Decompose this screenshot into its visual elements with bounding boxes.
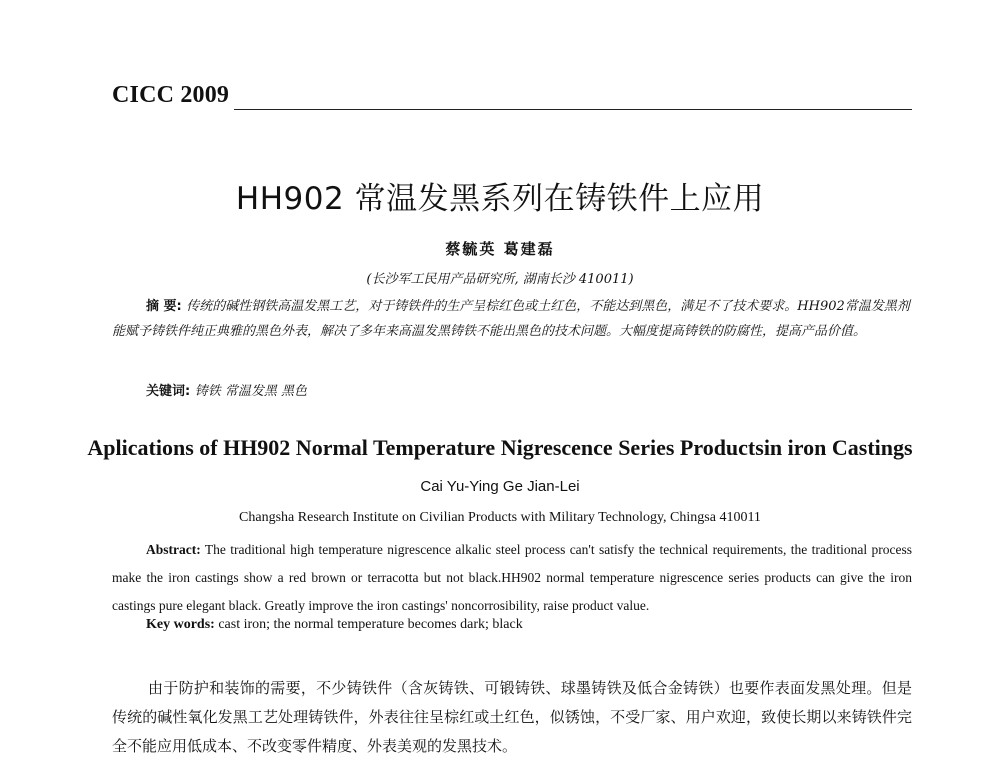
journal-label: CICC 2009 xyxy=(112,82,230,108)
header-rule xyxy=(234,109,912,110)
abstract-en-text: The traditional high temperature nigrescence alkalic steel process can't satisfy the technical requirements, the traditional process make the iron castings show a red brown or terracotta but not black.HH902 normal temperature nigrescence series products can give the iron castings pure elegant black. Greatly improve the iron castings' noncorrosibility, raise product value. xyxy=(112,542,912,613)
abstract-en-label: Abstract: xyxy=(146,542,201,557)
running-header xyxy=(112,82,912,114)
keywords-en xyxy=(146,617,523,633)
paper-title-en: Aplications of HH902 Normal Temperature Nigrescence Series Productsin iron Castings xyxy=(87,435,913,460)
keywords-en-label: Key words: xyxy=(146,617,215,632)
affiliation-cn: (长沙军工民用产品研究所, 湖南长沙 410011) xyxy=(366,272,634,287)
affiliation-en: Changsha Research Institute on Civilian Products with Military Technology, Chingsa 410011 xyxy=(239,510,761,525)
keywords-cn-text: 铸铁 常温发黑 黑色 xyxy=(194,384,307,399)
abstract-cn-label: 摘 要: xyxy=(146,299,187,314)
authors-en: Cai Yu-Ying Ge Jian-Lei xyxy=(420,478,580,495)
authors-cn: 蔡毓英 葛建磊 xyxy=(445,240,555,258)
paper-title-cn: HH902 常温发黑系列在铸铁件上应用 xyxy=(235,181,765,217)
body-paragraph: 由于防护和装饰的需要，不少铸铁件（含灰铸铁、可锻铸铁、球墨铸铁及低合金铸铁）也要作表面发黑处理。但是传统的碱性氧化发黑工艺处理铸铁件，外表往往呈棕红或土红色，似锈蚀，不受厂家、用户欢迎，致使长期以来铸铁件完全不能应用低成本、不改变零件精度、外表美观的发黑技术。 xyxy=(112,679,912,755)
abstract-cn xyxy=(112,294,912,344)
abstract-cn-text: 传统的碱性钢铁高温发黑工艺，对于铸铁件的生产呈棕红色或土红色，不能达到黑色，满足不了技术要求。HH902常温发黑剂能赋予铸铁件纯正典雅的黑色外表，解决了多年来高温发黑铸铁不能出黑色的技术问题。大幅度提高铸铁的防腐性，提高产品价值。 xyxy=(112,299,910,339)
keywords-cn-label: 关键词: xyxy=(146,384,195,399)
keywords-cn xyxy=(146,380,307,399)
abstract-en xyxy=(112,536,912,620)
keywords-en-text: cast iron; the normal temperature becomes dark; black xyxy=(214,617,523,632)
